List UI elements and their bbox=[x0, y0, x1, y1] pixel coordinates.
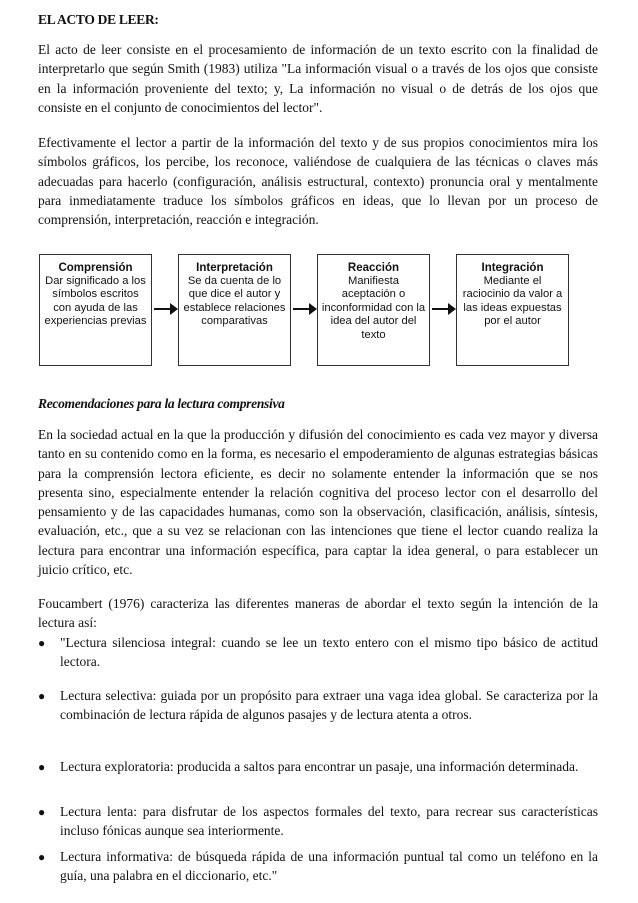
diagram-box-reaccion bbox=[317, 254, 430, 366]
list-item-text: Lectura selectiva: guiada por un propósito para extraer una vaga idea global. Se caracteriza por la combinación de lectura rápida de algunos pasajes y de lectura atenta a otros. bbox=[60, 688, 598, 723]
section-heading: EL ACTO DE LEER: bbox=[38, 12, 159, 27]
list-item bbox=[38, 802, 598, 841]
list-item bbox=[38, 686, 598, 725]
bullet-icon: ● bbox=[38, 689, 46, 703]
arrow-right-icon bbox=[154, 302, 178, 316]
list-item bbox=[38, 847, 598, 886]
paragraph-foucambert: Foucambert (1976) caracteriza las diferentes maneras de abordar el texto según la intención de la lectura así: bbox=[38, 596, 598, 631]
diagram-box-body: Mediante el raciocinio da valor a las ideas expuestas por el autor bbox=[462, 275, 563, 328]
subsection-heading: Recomendaciones para la lectura comprensiva bbox=[38, 396, 285, 411]
diagram-box-title: Reacción bbox=[347, 262, 400, 274]
paragraph-sociedad-actual: En la sociedad actual en la que la producción y difusión del conocimiento es cada vez mayor y diversa tanto en su contenido como en la forma, es necesario el empoderamiento de algunas estrategias básicas para la comprensión lectora eficiente, es decir no solamente entender la información que se nos presenta sino, especialmente entender la relación cognitiva del proceso lector con el desarrollo del pensamiento y de las capacidades humanas, como son la observación, clasificación, análisis, síntesis, evaluación, etc., que a su vez se relacionan con las intenciones que tiene el lector cuando realiza la lectura para encontrar una información específica, para captar la idea general, o para establecer un juicio crítico, etc. bbox=[38, 427, 598, 578]
list-item-text: Lectura lenta: para disfrutar de los aspectos formales del texto, para recrear sus características incluso fónicas aunque sea interiormente. bbox=[60, 804, 598, 839]
bullet-icon: ● bbox=[38, 805, 46, 819]
bullet-icon: ● bbox=[38, 636, 46, 650]
diagram-box-title: Comprensión bbox=[58, 262, 133, 274]
reading-process-diagram bbox=[39, 254, 563, 368]
list-item-text: Lectura informativa: de búsqueda rápida de una información puntual tal como un teléfono en la guía, una palabra en el diccionario, etc." bbox=[60, 849, 598, 884]
diagram-box-body: Manifiesta aceptación o inconformidad con la idea del autor del texto bbox=[321, 275, 426, 341]
bullet-icon: ● bbox=[38, 850, 46, 864]
diagram-box-title: Integración bbox=[481, 262, 544, 274]
list-item-text: "Lectura silenciosa integral: cuando se lee un texto entero con el mismo tipo básico de actitud lectora. bbox=[60, 635, 598, 670]
diagram-box-integracion bbox=[456, 254, 569, 366]
diagram-box-title: Interpretación bbox=[196, 262, 273, 274]
bullet-icon: ● bbox=[38, 760, 46, 774]
arrow-right-icon bbox=[432, 302, 456, 316]
diagram-box-comprension bbox=[39, 254, 152, 366]
diagram-box-interpretacion bbox=[178, 254, 291, 366]
diagram-box-body: Dar significado a los símbolos escritos con ayuda de las experiencias previas bbox=[44, 275, 147, 328]
list-item bbox=[38, 757, 598, 776]
paragraph-efectivamente: Efectivamente el lector a partir de la información del texto y de sus propios conocimientos mira los símbolos gráficos, los percibe, los reconoce, valiéndose de cualquiera de las técnicas o claves más adecuadas para hacerlo (configuración, análisis estructural, contexto) pronuncia oral y mentalmente para inmediatamente traduce los símbolos gráficos en ideas, que lo llevan por un proceso de comprensión, interpretación, reacción e integración. bbox=[38, 135, 598, 228]
list-item-text: Lectura exploratoria: producida a saltos para encontrar un pasaje, una información determinada. bbox=[60, 759, 579, 774]
diagram-box-body: Se da cuenta de lo que dice el autor y establece relaciones comparativas bbox=[183, 275, 286, 328]
paragraph-acto-de-leer: El acto de leer consiste en el procesamiento de información de un texto escrito con la finalidad de interpretarlo que según Smith (1983) utiliza "La información visual o a través de los ojos que consiste en la información proveniente del texto; y, La información no visual o de detrás de los ojos que consiste en el conjunto de conocimientos del lector". bbox=[38, 42, 598, 115]
arrow-right-icon bbox=[293, 302, 317, 316]
list-item bbox=[38, 633, 598, 672]
